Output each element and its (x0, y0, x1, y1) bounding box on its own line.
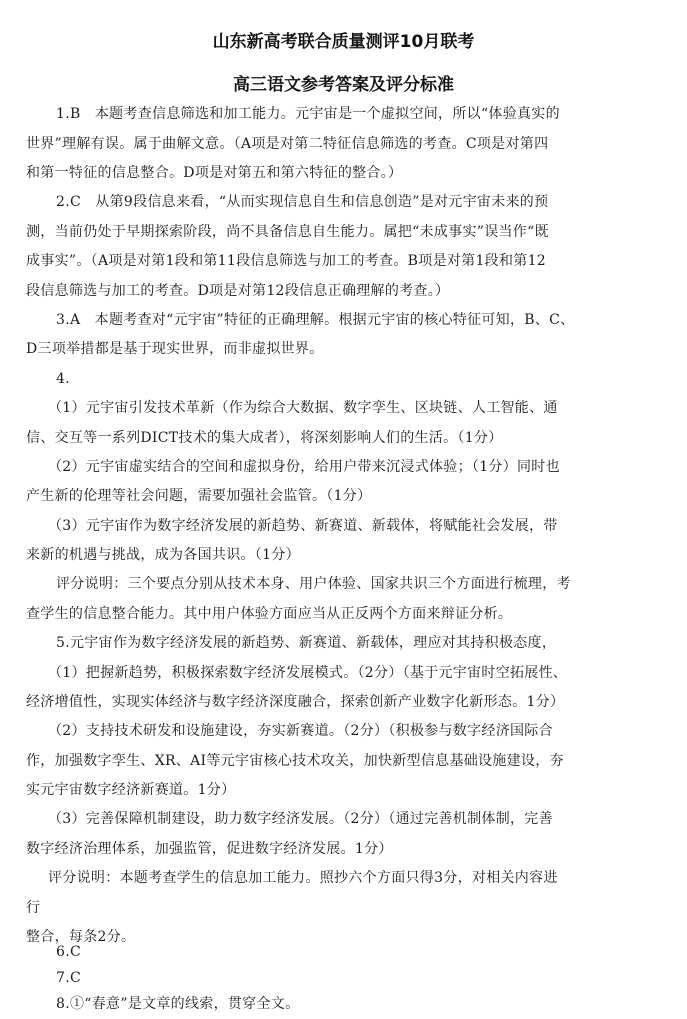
text-line: 信、交互等一系列DICT技术的集大成者），将深刻影响人们的生活。（1分） (26, 430, 503, 446)
text-line: 经济增值性，实现实体经济与数字经济深度融合，探索创新产业数字化新形态。1分） (26, 694, 565, 710)
text-line: 来新的机遇与挑战，成为各国共识。（1分） (26, 547, 300, 563)
text-line: 测，当前仍处于早期探索阶段，尚不具备信息自生能力。属把“未成事实”误当作“既 (26, 224, 549, 240)
question-number: 4. (56, 371, 70, 387)
text-line: 查学生的信息整合能力。其中用户体验方面应当从正反两个方面来辩证分析。 (26, 606, 513, 622)
text-line: （3）元宇宙作为数字经济发展的新趋势、新赛道、新载体，将赋能社会发展，带 (48, 518, 558, 534)
scoring-note: 评分说明：本题考查学生的信息加工能力。照抄六个方面只得3分，对相关内容进 (48, 870, 558, 886)
text-line: （2）元宇宙虚实结合的空间和虚拟身份，给用户带来沉浸式体验；（1分）同时也 (48, 459, 560, 475)
scoring-note: 评分说明：三个要点分别从技术本身、用户体验、国家共识三个方面进行梳理，考 (56, 576, 571, 592)
text-line: 5.元宇宙作为数字经济发展的新趋势、新赛道、新载体，理应对其持积极态度， (56, 635, 557, 651)
text-line: （3）完善保障机制建设，助力数字经济发展。（2分）（通过完善机制体制，完善 (48, 811, 553, 827)
text-line: 作，加强数字孪生、XR、AI等元宇宙核心技术攻关，加快新型信息基础设施建设，夯 (26, 753, 564, 769)
text-line: （2）支持技术研发和设施建设，夯实新赛道。（2分）（积极参与数字经济国际合 (48, 723, 553, 739)
text-line: 成事实”。（A项是对第1段和第11段信息筛选与加工的考查。B项是对第1段和第12 (26, 253, 546, 269)
text-line: 世界”理解有误。属于曲解文意。（A项是对第二特征信息筛选的考查。C项是对第四 (26, 136, 549, 152)
text-line: 1.B 本题考查信息筛选和加工能力。元宇宙是一个虚拟空间，所以“体验真实的 (56, 106, 560, 122)
text-line: 数字经济治理体系，加强监管，促进数字经济发展。1分） (26, 841, 393, 857)
document-subtitle: 高三语文参考答案及评分标准 (233, 75, 454, 95)
text-line: 段信息筛选与加工的考查。D项是对第12段信息正确理解的考查。） (26, 283, 450, 299)
document-title: 山东新高考联合质量测评10月联考 (212, 32, 475, 52)
answer-line: 7.C (56, 970, 81, 986)
text-line: 实元宇宙数字经济新赛道。1分） (26, 782, 236, 798)
text-line: D三项举措都是基于现实世界，而非虚拟世界。 (26, 341, 324, 357)
answer-line: 8.①“春意”是文章的线索，贯穿全文。 (56, 996, 300, 1012)
text-line: （1）元宇宙引发技术革新（作为综合大数据、数字孪生、区块链、人工智能、通 (48, 400, 558, 416)
text-line: 2.C 从第9段信息来看，“从而实现信息自生和信息创造”是对元宇宙未来的预 (56, 194, 549, 210)
text-line: 产生新的伦理等社会问题，需要加强社会监管。（1分） (26, 488, 372, 504)
text-line: 3.A 本题考查对“元宇宙”特征的正确理解。根据元宇宙的核心特征可知，B、C、 (56, 312, 575, 328)
text-line: 和第一特征的信息整合。D项是对第五和第六特征的整合。） (26, 165, 403, 181)
text-line: （1）把握新趋势，积极探索数字经济发展模式。（2分）（基于元宇宙时空拓展性、 (48, 665, 568, 681)
answer-line: 6.C (56, 944, 81, 960)
text-line: 行 (26, 900, 41, 916)
text-line: 整合，每条2分。 (26, 929, 136, 945)
